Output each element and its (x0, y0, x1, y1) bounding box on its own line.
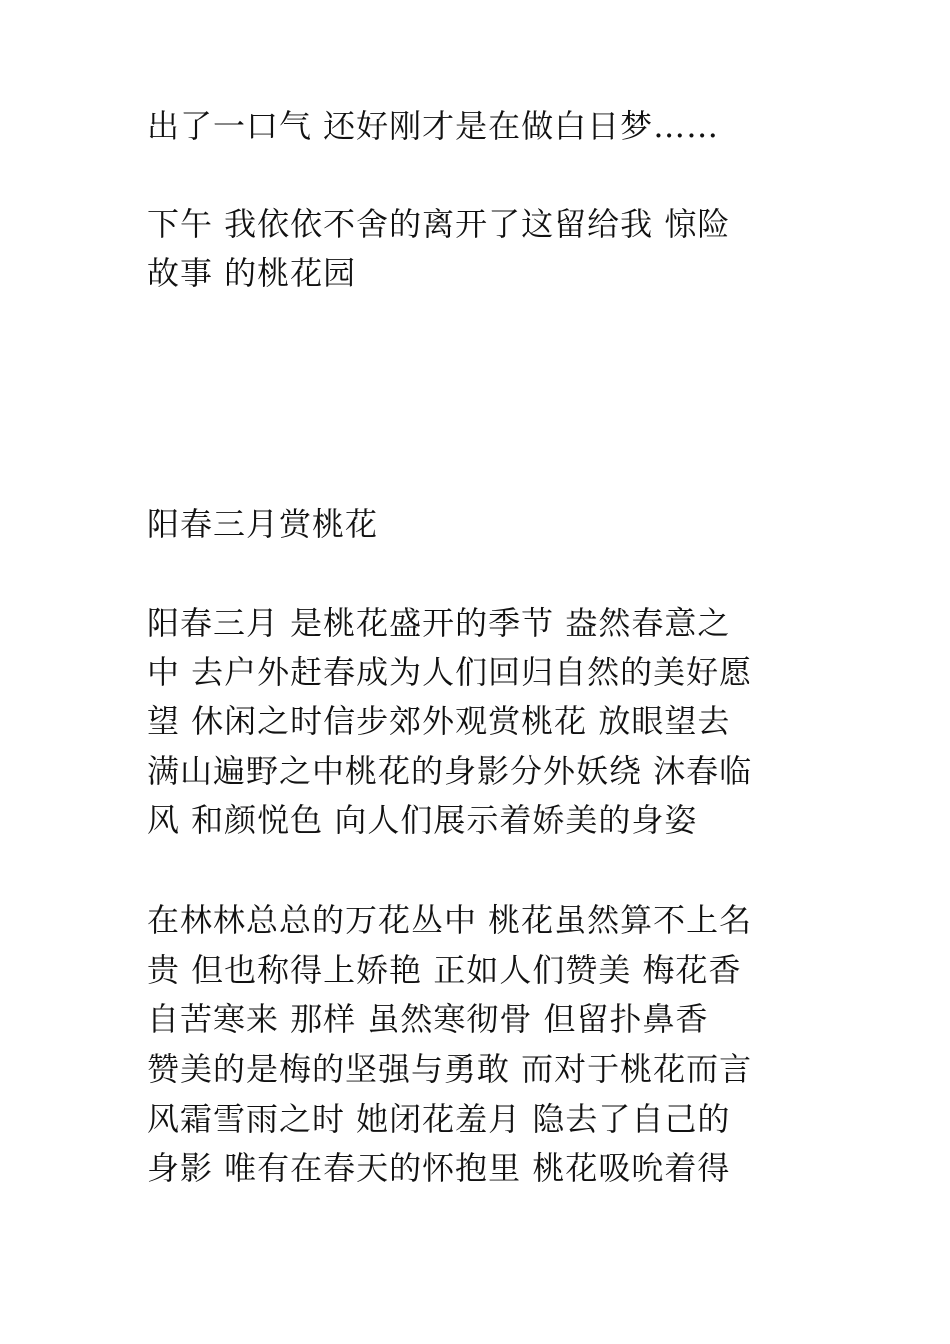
text-line: 自苦寒来 那样 虽然寒彻骨 但留扑鼻香 (147, 1000, 709, 1038)
text-line: 身影 唯有在春天的怀抱里 桃花吸吮着得 (147, 1149, 731, 1187)
text-line: 望 休闲之时信步郊外观赏桃花 放眼望去 (147, 702, 731, 740)
text-line: 出了一口气 还好刚才是在做白日梦…… (147, 107, 720, 145)
text-line: 风 和颜悦色 向人们展示着娇美的身姿 (147, 801, 698, 839)
text-line: 贵 但也称得上娇艳 正如人们赞美 梅花香 (147, 951, 742, 989)
text-line: 下午 我依依不舍的离开了这留给我 惊险 (147, 205, 731, 243)
section-title: 阳春三月赏桃花 (147, 505, 379, 543)
text-line: 赞美的是梅的坚强与勇敢 而对于桃花而言 (147, 1050, 753, 1088)
text-line: 故事 的桃花园 (147, 254, 357, 292)
text-line: 中 去户外赶春成为人们回归自然的美好愿 (147, 653, 753, 691)
text-line: 阳春三月 是桃花盛开的季节 盎然春意之 (147, 604, 731, 642)
text-line: 满山遍野之中桃花的身影分外妖绕 沐春临 (147, 752, 753, 790)
text-line: 在林林总总的万花丛中 桃花虽然算不上名 (147, 901, 753, 939)
text-line: 风霜雪雨之时 她闭花羞月 隐去了自己的 (147, 1100, 731, 1138)
